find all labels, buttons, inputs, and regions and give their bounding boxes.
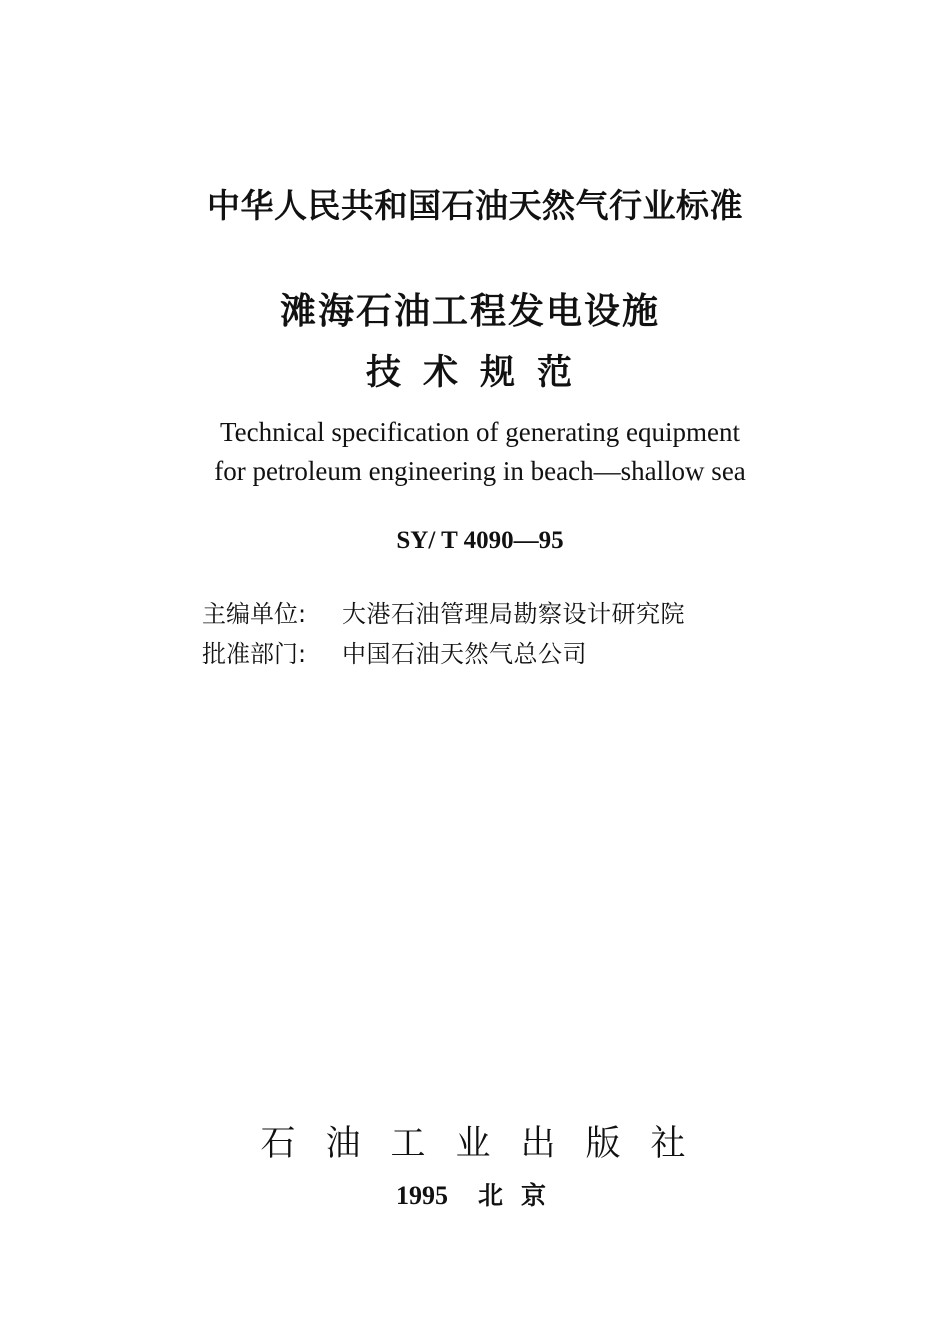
editor-label: 主编单位: (202, 600, 307, 628)
document-title-line-2: 技术规范 (365, 353, 594, 393)
approver-row (202, 634, 587, 669)
publication-city: 北京 (477, 1181, 564, 1210)
approver-label: 批准部门: (202, 640, 307, 668)
standard-code: SY/ T 4090—95 (396, 527, 564, 554)
publication-year: 1995 (395, 1181, 448, 1210)
english-title-line-1: Technical specification of generating equipment (220, 417, 740, 447)
standard-category: 中华人民共和国石油天然气行业标准 (207, 186, 743, 225)
publisher-name: 石油工业出版社 (260, 1124, 716, 1164)
publication-line (5, 1176, 950, 1212)
editor-value: 大港石油管理局勘察设计研究院 (342, 600, 685, 628)
approver-value: 中国石油天然气总公司 (342, 640, 587, 668)
english-title-line-2: for petroleum engineering in beach—shallow sea (214, 456, 746, 486)
editor-row (202, 594, 685, 629)
document-title-line-1: 滩海石油工程发电设施 (279, 291, 660, 332)
